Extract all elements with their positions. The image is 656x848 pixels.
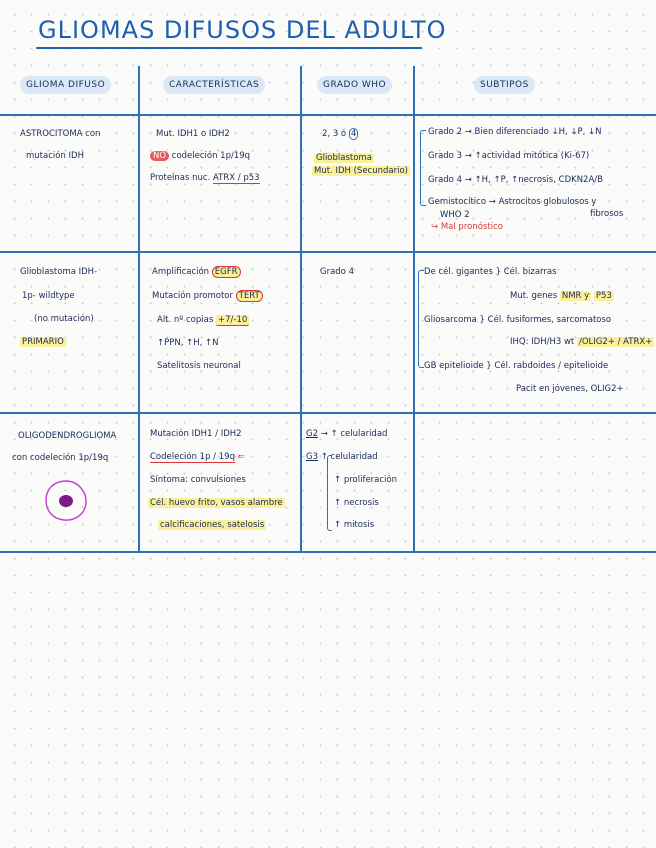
row3-grade-g3 (306, 451, 378, 463)
row3-char-line3: Síntoma: convulsiones (150, 475, 246, 485)
header-subtipos: SUBTIPOS (474, 76, 535, 94)
row3-codeleccion: Codeleción 1p / 19q (150, 452, 235, 462)
row1-glioma-name-line2: mutación IDH (26, 151, 84, 161)
row1-subtype-2-desc: ↑actividad mitótica (Ki-67) (474, 151, 590, 161)
row2-subtype-b (424, 314, 611, 326)
row1-subtype-1: Grado 2 → Bien diferenciado ↓H, ↓P, ↓N (428, 127, 602, 137)
return-arrow-icon: ↪ (431, 222, 439, 232)
row2-glioma-name-line4 (20, 336, 66, 348)
page-title: GLIOMAS DIFUSOS DEL ADULTO (38, 16, 447, 44)
row2-char-line3 (157, 314, 249, 326)
row3-glioma-name-line2: con codeleción 1p/19q (12, 453, 109, 463)
row3-calcificaciones: calcificaciones, satelosis (160, 520, 265, 530)
row2-subtype-c-line2: Pacit en jóvenes, OLIG2+ (516, 384, 624, 394)
no-badge: NO (150, 151, 169, 161)
row2-glioma-name-line3: (no mutación) (34, 314, 94, 324)
primario-highlight: PRIMARIO (22, 337, 64, 347)
glioblastoma-highlight: Glioblastoma (316, 153, 372, 163)
row2-subtype-a (424, 266, 557, 278)
row1-char-line2 (150, 150, 250, 162)
row2-subtype-b-desc1: Cél. fusiformes, sarcomatoso (487, 315, 612, 325)
row2-subtype-c-desc1: Cél. rabdoides / epitelioide (494, 361, 609, 371)
row1-subtypes-bracket (420, 130, 426, 206)
row1-mal-pronostico-text: Mal pronóstico (440, 222, 503, 232)
row1-fibrosos: fibrosos (590, 209, 624, 219)
title-underline (36, 47, 422, 49)
row2-char-line2a: Mutación promotor (152, 291, 233, 301)
row1-glioma-name-line1: ASTROCITOMA con (20, 129, 101, 139)
row3-g3-bracket (327, 455, 332, 531)
oligodendrocyte-cell-drawing (42, 478, 90, 524)
row1-subtype-4-desc: Astrocitos globulosos y (498, 197, 597, 207)
row1-grade-line1 (322, 128, 358, 140)
row1-subtype-4: Gemistocítico → Astrocitos globulosos y (428, 197, 597, 207)
row1-subtype-4-name: Gemistocítico (428, 197, 487, 207)
table-col-divider-3 (413, 66, 415, 552)
row3-g3-desc: ↑ celularidad (320, 452, 378, 462)
row3-char-line4 (148, 497, 285, 509)
table-bottom-border (0, 551, 656, 553)
row2-subtype-a2b: NMR y (561, 291, 590, 301)
row2-char-line1 (152, 266, 241, 278)
row2-subtype-a2a: Mut. genes (510, 291, 558, 301)
header-glioma-difuso: GLIOMA DIFUSO (20, 76, 111, 94)
row3-huevo-frito: Cél. huevo frito, vasos alambre (150, 498, 283, 508)
row2-char-line2 (152, 290, 263, 302)
brace-icon: } (495, 267, 502, 277)
row2-subtype-a-desc1: Cél. bizarras (503, 267, 557, 277)
row1-subtype-2-grade: Grado 3 (428, 151, 462, 161)
row2-subtype-c (424, 360, 608, 372)
row2-subtype-b-name: Gliosarcoma (424, 315, 477, 325)
row1-char-line1: Mut. IDH1 o IDH2 (156, 129, 230, 139)
row2-subtype-b2b: /OLIG2+ / ATRX+ (578, 337, 653, 347)
table-header-divider (0, 114, 656, 116)
row1-subtype-2: Grado 3 → ↑actividad mitótica (Ki-67) (428, 151, 590, 161)
row3-char-line5 (158, 519, 266, 531)
row1-char-line3 (150, 172, 260, 184)
row1-grade-circled: 4 (350, 129, 357, 139)
row1-char-line3a: Proteínas nuc. (150, 173, 211, 183)
brace-icon: } (479, 315, 485, 325)
row1-grade-line3 (312, 165, 410, 177)
row2-subtype-a2c: P53 (595, 291, 612, 301)
row3-grade-line5: ↑ mitosis (334, 520, 375, 530)
row2-char-line3a: Alt. nº copias (157, 315, 214, 325)
row3-grade-line4: ↑ necrosis (334, 498, 379, 508)
table-row-divider-2 (0, 412, 656, 414)
row2-subtype-a-line2 (510, 290, 614, 302)
row2-subtype-c-name: GB epitelioide (424, 361, 484, 371)
row1-subtype-3-desc: ↑H, ↑P, ↑necrosis, CDKN2A/B (474, 175, 603, 185)
tert-circled: TERT (236, 290, 263, 302)
row1-mal-pronostico (431, 221, 503, 233)
table-col-divider-1 (138, 66, 140, 552)
row2-char-line5: Satelitosis neuronal (157, 361, 241, 371)
row2-glioma-name-line1: Glioblastoma IDH- (20, 267, 98, 277)
row3-char-line1: Mutación IDH1 / IDH2 (150, 429, 242, 439)
header-caracteristicas: CARACTERÍSTICAS (163, 76, 265, 94)
row2-subtype-b-line2 (510, 336, 654, 348)
row3-g2-label: G2 (306, 429, 318, 439)
row2-char-line1a: Amplificación (152, 267, 210, 277)
row2-subtype-b2a: IHQ: IDH/H3 wt (510, 337, 575, 347)
table-col-divider-2 (300, 66, 302, 552)
copias-highlight: +7/-10 (217, 315, 248, 325)
table-row-divider-1 (0, 251, 656, 253)
row3-g2-desc: ↑ celularidad (330, 429, 388, 439)
row1-grade-line2 (314, 152, 374, 164)
row1-char-line3b: ATRX / p53 (213, 173, 260, 183)
row2-grade: Grado 4 (320, 267, 354, 277)
row1-who-label: WHO 2 (440, 210, 470, 220)
row1-subtype-3: Grado 4 → ↑H, ↑P, ↑necrosis, CDKN2A/B (428, 175, 603, 185)
row3-glioma-name-line1: OLIGODENDROGLIOMA (18, 431, 117, 441)
row1-subtype-1-grade: Grado 2 (428, 127, 462, 137)
row3-g3-label: G3 (306, 452, 318, 462)
row1-char-line2-text: codeleción 1p/19q (171, 151, 251, 161)
row2-char-line4: ↑PPN, ↑H, ↑N (157, 338, 219, 348)
row1-subtype-3-grade: Grado 4 (428, 175, 462, 185)
secundario-highlight: Mut. IDH (Secundario) (314, 166, 408, 176)
back-arrow-icon: ⇐ (237, 452, 245, 462)
row2-subtype-a-name: De cél. gigantes (424, 267, 493, 277)
row3-grade-line3: ↑ proliferación (334, 475, 397, 485)
row1-grade-line1a: 2, 3 ó (322, 129, 347, 139)
row3-grade-g2: G2 → ↑ celularidad (306, 429, 388, 439)
row1-subtype-1-desc: Bien diferenciado ↓H, ↓P, ↓N (474, 127, 602, 137)
egfr-circled: EGFR (212, 266, 241, 278)
brace-icon: } (486, 361, 492, 371)
row3-char-line2 (150, 451, 245, 463)
row2-glioma-name-line2: 1p- wildtype (22, 291, 75, 301)
header-grado-who: GRADO WHO (317, 76, 392, 94)
